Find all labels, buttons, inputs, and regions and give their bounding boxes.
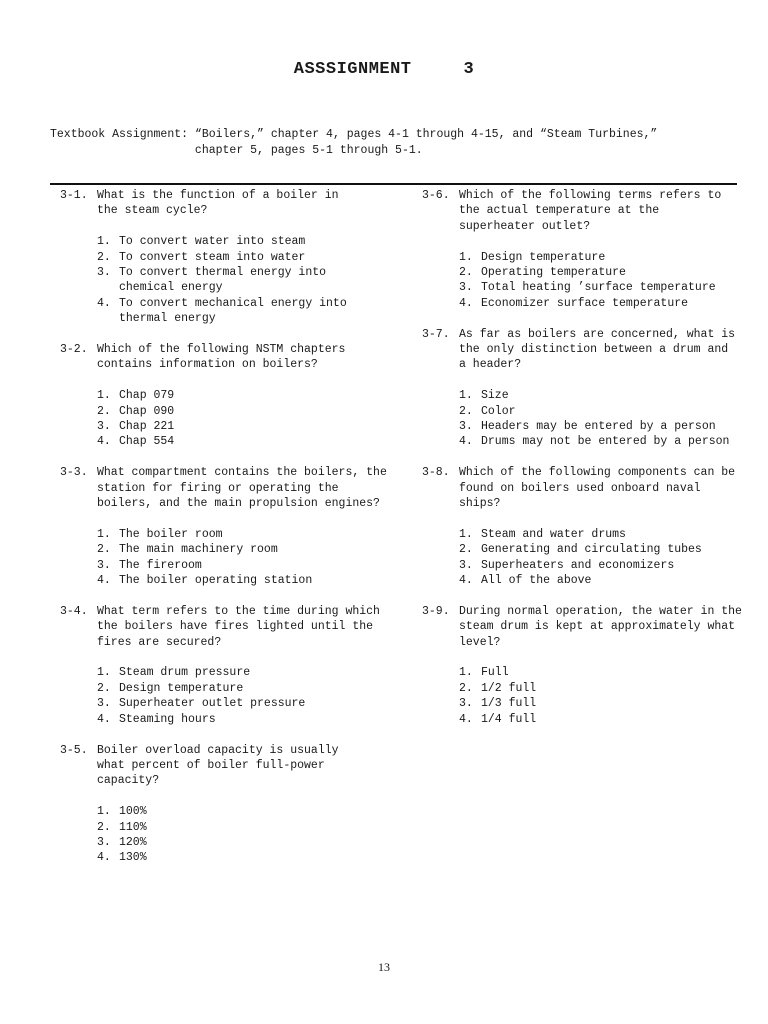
answer-option: 4. All of the above xyxy=(459,574,592,588)
question xyxy=(422,465,752,588)
answer-option: 1. The boiler room xyxy=(97,527,223,541)
question xyxy=(60,188,390,327)
answer-option: 2. Chap 090 xyxy=(97,404,175,418)
answer-option: 4. Steaming hours xyxy=(97,712,216,726)
answer-option: 2. Design temperature xyxy=(97,681,244,695)
question-text: What is the function of a boiler in the steam cycle? xyxy=(97,189,346,218)
question xyxy=(422,604,752,727)
assignment-line-2: chapter 5, pages 5-1 through 5-1. xyxy=(50,144,423,157)
textbook-assignment xyxy=(50,127,740,159)
assignment-number: 3 xyxy=(463,60,475,79)
answer-option: 3. 1/3 full xyxy=(459,697,537,711)
question-number: 3-5. xyxy=(60,743,88,757)
answer-option: 3. Superheater outlet pressure xyxy=(97,697,306,711)
question-number: 3-1. xyxy=(60,189,88,202)
header-divider xyxy=(50,183,737,185)
answer-option: 3. 120% xyxy=(97,835,147,849)
answer-option: 1. Size xyxy=(459,389,509,403)
question-number: 3-8. xyxy=(422,466,450,480)
question-number: 3-3. xyxy=(60,466,88,480)
question xyxy=(60,342,390,450)
answer-option: 3. Superheaters and economizers xyxy=(459,558,675,572)
answer-option: 3. The fireroom xyxy=(97,558,202,572)
question-text: Which of the following NSTM chapters contains information on boilers? xyxy=(97,343,353,372)
answer-option: 2. To convert steam into water xyxy=(97,250,306,264)
answer-option: 3. Chap 221 xyxy=(97,420,175,434)
question-number: 3-7. xyxy=(422,327,450,341)
answer-option: 4. Economizer surface temperature xyxy=(459,296,689,310)
answer-option: 2. Operating temperature xyxy=(459,266,626,280)
answer-option: 4. To convert mechanical energy into thermal energy xyxy=(97,296,354,326)
question-number: 3-6. xyxy=(422,189,450,202)
answer-option: 4. Drums may not be entered by a person xyxy=(459,435,730,449)
assignment-line-1: Textbook Assignment: “Boilers,” chapter 4, pages 4-1 through 4-15, and “Steam Turbines,” xyxy=(50,128,658,141)
page-title xyxy=(0,60,768,79)
answer-option: 2. The main machinery room xyxy=(97,543,278,557)
answer-option: 2. Color xyxy=(459,404,516,418)
answer-option: 1. Chap 079 xyxy=(97,389,175,403)
answer-option: 3. Headers may be entered by a person xyxy=(459,420,716,434)
answer-option: 1. To convert water into steam xyxy=(97,235,306,249)
answer-option: 2. 110% xyxy=(97,820,147,834)
answer-option: 1. Full xyxy=(459,666,509,680)
answer-option: 2. Generating and circulating tubes xyxy=(459,543,702,557)
answer-option: 1. Design temperature xyxy=(459,250,606,264)
question-number: 3-9. xyxy=(422,604,450,618)
answer-option: 4. 1/4 full xyxy=(459,712,537,726)
answer-option: 1. 100% xyxy=(97,805,147,819)
question-number: 3-2. xyxy=(60,343,88,357)
question xyxy=(422,188,752,311)
question xyxy=(60,743,390,866)
answer-option: 1. Steam drum pressure xyxy=(97,666,251,680)
question-text: During normal operation, the water in the steam drum is kept at approximately what level? xyxy=(459,604,749,649)
left-column xyxy=(60,188,394,881)
answer-option: 2. 1/2 full xyxy=(459,681,537,695)
answer-option: 3. Total heating ’surface temperature xyxy=(459,281,716,295)
answer-option: 4. Chap 554 xyxy=(97,435,175,449)
assignment-title: ASSSIGNMENT xyxy=(293,60,412,79)
answer-option: 3. To convert thermal energy into chemical energy xyxy=(97,266,333,295)
right-column xyxy=(422,188,752,743)
question-number: 3-4. xyxy=(60,604,88,618)
answer-option: 4. 130% xyxy=(97,851,147,865)
question xyxy=(60,604,390,727)
answer-option: 4. The boiler operating station xyxy=(97,574,313,588)
question-text: Which of the following components can be found on boilers used onboard naval ships? xyxy=(459,466,742,511)
answer-option: 1. Steam and water drums xyxy=(459,527,626,541)
question-text: Boiler overload capacity is usually what percent of boiler full-power capacity? xyxy=(97,743,346,788)
question xyxy=(422,327,752,450)
question-text: What compartment contains the boilers, the station for firing or operating the boilers, and the main propulsion engines? xyxy=(97,466,394,511)
question-text: Which of the following terms refers to the actual temperature at the superheater outlet? xyxy=(459,189,729,233)
question-text: What term refers to the time during which the boilers have fires lighted until the fires are secured? xyxy=(97,604,387,649)
question xyxy=(60,465,394,588)
page-number: 13 xyxy=(378,960,390,974)
question-text: As far as boilers are concerned, what is the only distinction between a drum and a header? xyxy=(459,327,742,372)
